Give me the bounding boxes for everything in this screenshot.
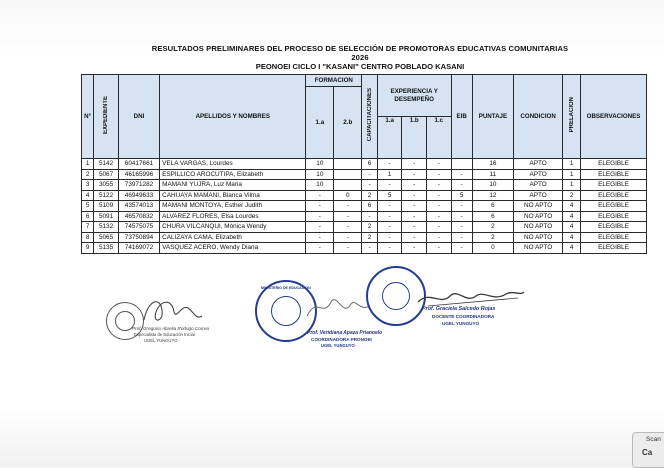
cell-prelacion: 4 — [563, 232, 581, 243]
cell-expediente: 3055 — [94, 180, 119, 191]
cell-eib: - — [451, 180, 472, 191]
cell-dni: 43574013 — [118, 201, 159, 212]
cell-experiencia-1c: - — [426, 190, 451, 201]
cell-puntaje: 6 — [472, 201, 513, 212]
cell-experiencia-1a: - — [377, 211, 402, 222]
cell-dni: 73971282 — [118, 180, 159, 191]
cell-n: 3 — [82, 180, 94, 191]
table-row — [82, 169, 647, 180]
cell-eib: - — [451, 201, 472, 212]
cell-prelacion: 4 — [563, 201, 581, 212]
header-experiencia-1b: 1.b — [402, 117, 427, 159]
cell-dni: 73750894 — [118, 232, 159, 243]
cell-dni: 60417661 — [118, 159, 159, 170]
header-observaciones: OBSERVACIONES — [581, 75, 647, 159]
cell-experiencia-1b: - — [402, 201, 427, 212]
table-row — [82, 211, 647, 222]
right-sign-line2: DOCENTE COORDINADORA — [432, 314, 495, 319]
cell-nombre: VASQUEZ ACERO, Wendy Diana — [160, 243, 306, 254]
cell-experiencia-1a: - — [377, 159, 402, 170]
cell-capacitaciones: 2 — [362, 222, 378, 233]
header-eib: EIB — [451, 75, 472, 159]
cell-expediente: 5135 — [94, 243, 119, 254]
right-sign-line1: Prof. Graciela Salcedo Rojas — [422, 306, 496, 312]
cell-eib: 5 — [451, 190, 472, 201]
cell-experiencia-1b: - — [402, 169, 427, 180]
cell-puntaje: 0 — [472, 243, 513, 254]
cell-experiencia-1b: - — [402, 243, 427, 254]
header-formacion-1a: 1.a — [306, 87, 334, 159]
cell-experiencia-1b: - — [402, 211, 427, 222]
center-sign-line3: UGEL YUNGUYO — [321, 343, 355, 348]
cell-observaciones: ELEGIBLE — [581, 222, 647, 233]
cell-expediente: 5122 — [94, 190, 119, 201]
cell-capacitaciones: 2 — [362, 232, 378, 243]
cell-puntaje: 16 — [472, 159, 513, 170]
cell-capacitaciones: - — [362, 180, 378, 191]
cell-prelacion: 1 — [563, 169, 581, 180]
cell-capacitaciones: - — [362, 211, 378, 222]
header-experiencia-1a: 1.a — [377, 117, 402, 159]
cell-formacion-2b — [334, 169, 362, 180]
cell-n: 5 — [82, 201, 94, 212]
signature-right — [362, 262, 532, 352]
header-dni: DNI — [118, 75, 159, 159]
cell-formacion-1a: 10 — [306, 180, 334, 191]
right-sign-line3: UGEL YUNGUYO — [442, 321, 480, 326]
header-puntaje: PUNTAJE — [472, 75, 513, 159]
header-experiencia-1c: 1.c — [426, 117, 451, 159]
cell-formacion-1a: - — [306, 243, 334, 254]
cell-dni: 74575075 — [118, 222, 159, 233]
header-n: N° — [82, 75, 94, 159]
cell-observaciones: ELEGIBLE — [581, 169, 647, 180]
cell-capacitaciones: - — [362, 169, 378, 180]
cell-dni: 74169072 — [118, 243, 159, 254]
cell-observaciones: ELEGIBLE — [581, 211, 647, 222]
cell-formacion-2b: - — [334, 201, 362, 212]
cell-condicion: APTO — [514, 190, 563, 201]
cell-nombre: MAMANI MONTOYA, Esther Judith — [160, 201, 306, 212]
cell-puntaje: 11 — [472, 169, 513, 180]
document-subtitle: PEONOEI CICLO I "KASANI" CENTRO POBLADO KASANI — [255, 62, 465, 71]
cell-experiencia-1b: - — [402, 190, 427, 201]
cell-eib: - — [451, 169, 472, 180]
cell-formacion-2b: - — [334, 232, 362, 243]
cell-observaciones: ELEGIBLE — [581, 243, 647, 254]
cell-capacitaciones: - — [362, 243, 378, 254]
cell-experiencia-1c: - — [426, 169, 451, 180]
left-sign-line3: UGEL YUNGUYO — [144, 338, 178, 343]
cell-expediente: 5132 — [94, 222, 119, 233]
cell-expediente: 5109 — [94, 201, 119, 212]
cell-formacion-2b: - — [334, 211, 362, 222]
cell-condicion: NO APTO — [514, 201, 563, 212]
cell-capacitaciones: 6 — [362, 159, 378, 170]
scanner-badge-line2: Ca — [642, 448, 653, 457]
cell-formacion-2b: - — [334, 222, 362, 233]
cell-condicion: NO APTO — [514, 222, 563, 233]
cell-dni: 46949633 — [118, 190, 159, 201]
cell-n: 4 — [82, 190, 94, 201]
results-table — [81, 74, 647, 254]
left-sign-line1: Prof. Gregoria Abrelia Rodrigo Correa — [132, 326, 209, 331]
cell-nombre: ALVAREZ FLORES, Elsa Lourdes — [160, 211, 306, 222]
table-row — [82, 243, 647, 254]
cell-condicion: APTO — [514, 169, 563, 180]
cell-puntaje: 10 — [472, 180, 513, 191]
cell-nombre: MAMANI YUJRA, Luz Maria — [160, 180, 306, 191]
header-condicion: CONDICION — [514, 75, 563, 159]
table-row — [82, 159, 647, 170]
center-sign-line1: Prof. Veridiana Apaza Prianoelo — [307, 330, 383, 336]
cell-prelacion: 4 — [563, 211, 581, 222]
cell-puntaje: 12 — [472, 190, 513, 201]
cell-experiencia-1c: - — [426, 232, 451, 243]
cell-eib: - — [451, 222, 472, 233]
header-experiencia: EXPERIENCIA Y DESEMPEÑO — [377, 75, 451, 117]
cell-prelacion: 4 — [563, 243, 581, 254]
cell-condicion: NO APTO — [514, 211, 563, 222]
cell-formacion-1a: 10 — [306, 169, 334, 180]
signature-left — [98, 290, 228, 360]
cell-prelacion: 4 — [563, 222, 581, 233]
cell-formacion-1a: - — [306, 232, 334, 243]
cell-observaciones: ELEGIBLE — [581, 190, 647, 201]
cell-formacion-1a: - — [306, 222, 334, 233]
cell-n: 8 — [82, 232, 94, 243]
cell-observaciones: ELEGIBLE — [581, 159, 647, 170]
cell-expediente: 5091 — [94, 211, 119, 222]
cell-experiencia-1a: 5 — [377, 190, 402, 201]
cell-eib: - — [451, 211, 472, 222]
cell-n: 6 — [82, 211, 94, 222]
cell-formacion-1a: - — [306, 190, 334, 201]
cell-n: 2 — [82, 169, 94, 180]
cell-experiencia-1a: - — [377, 232, 402, 243]
center-seal-text: MINISTERIO DE EDUCACION — [261, 286, 311, 290]
cell-n: 1 — [82, 159, 94, 170]
cell-prelacion: 1 — [563, 159, 581, 170]
cell-experiencia-1c: - — [426, 180, 451, 191]
cell-condicion: APTO — [514, 180, 563, 191]
cell-eib: - — [451, 232, 472, 243]
left-sign-line2: Especialista de Educación Inicial — [134, 332, 195, 337]
cell-nombre: ESPILLICO AROCUTIPA, Elizabeth — [160, 169, 306, 180]
cell-observaciones: ELEGIBLE — [581, 180, 647, 191]
header-capacitaciones: CAPACITACIONES — [362, 75, 378, 159]
cell-formacion-2b — [334, 180, 362, 191]
cell-experiencia-1b: - — [402, 232, 427, 243]
document-title: RESULTADOS PRELIMINARES DEL PROCESO DE SELECCIÓN DE PROMOTORAS EDUCATIVAS COMUNITARIAS 2026 — [151, 44, 569, 62]
cell-capacitaciones: 2 — [362, 190, 378, 201]
cell-capacitaciones: 6 — [362, 201, 378, 212]
cell-experiencia-1a: 1 — [377, 169, 402, 180]
cell-experiencia-1a: - — [377, 243, 402, 254]
cell-puntaje: 2 — [472, 222, 513, 233]
table-row — [82, 180, 647, 191]
right-seal-inner-icon — [382, 282, 410, 310]
cell-prelacion: 1 — [563, 180, 581, 191]
cell-experiencia-1c: - — [426, 211, 451, 222]
cell-nombre: CHURA VILCANQUI, Mónica Wendy — [160, 222, 306, 233]
table-row — [82, 222, 647, 233]
cell-experiencia-1a: - — [377, 180, 402, 191]
cell-experiencia-1a: - — [377, 222, 402, 233]
cell-dni: 46165996 — [118, 169, 159, 180]
cell-condicion: NO APTO — [514, 232, 563, 243]
table-row — [82, 190, 647, 201]
cell-nombre: CALIZAYA CAMA, Elizabeth — [160, 232, 306, 243]
header-formacion-2b: 2.b — [334, 87, 362, 159]
cell-eib — [451, 159, 472, 170]
cell-puntaje: 6 — [472, 211, 513, 222]
cell-nombre: VELA VARGAS, Lourdes — [160, 159, 306, 170]
header-prelacion: PRELACION — [563, 75, 581, 159]
cell-expediente: 5065 — [94, 232, 119, 243]
cell-experiencia-1c: - — [426, 222, 451, 233]
cell-formacion-1a: - — [306, 201, 334, 212]
cell-n: 9 — [82, 243, 94, 254]
center-sign-line2: COORDINADORA PRONOEI — [311, 337, 372, 342]
signature-center — [255, 278, 383, 358]
cell-expediente: 5067 — [94, 169, 119, 180]
cell-prelacion: 2 — [563, 190, 581, 201]
cell-observaciones: ELEGIBLE — [581, 232, 647, 243]
cell-condicion: NO APTO — [514, 243, 563, 254]
cell-observaciones: ELEGIBLE — [581, 201, 647, 212]
cell-puntaje: 2 — [472, 232, 513, 243]
table-row — [82, 232, 647, 243]
cell-experiencia-1b: - — [402, 180, 427, 191]
cell-eib: - — [451, 243, 472, 254]
cell-experiencia-1c: - — [426, 243, 451, 254]
left-handwritten-signature-icon — [138, 290, 208, 330]
cell-formacion-1a: - — [306, 211, 334, 222]
header-formacion: FORMACION — [306, 75, 362, 87]
cell-formacion-1a: 10 — [306, 159, 334, 170]
cell-formacion-2b — [334, 159, 362, 170]
cell-nombre: CAHUAYA MAMANI, Blanca Vilma — [160, 190, 306, 201]
cell-experiencia-1b: - — [402, 159, 427, 170]
header-nombres: APELLIDOS Y NOMBRES — [160, 75, 306, 159]
cell-experiencia-1c: - — [426, 201, 451, 212]
cell-dni: 46570832 — [118, 211, 159, 222]
scanner-badge-line1: Scan — [646, 436, 661, 443]
cell-formacion-2b: - — [334, 243, 362, 254]
table-row — [82, 201, 647, 212]
center-seal-inner-icon — [271, 296, 301, 326]
cell-n: 7 — [82, 222, 94, 233]
header-expediente: EXPEDIENTE — [94, 75, 119, 159]
cell-experiencia-1a: - — [377, 201, 402, 212]
cell-formacion-2b: 0 — [334, 190, 362, 201]
cell-condicion: APTO — [514, 159, 563, 170]
cell-expediente: 5142 — [94, 159, 119, 170]
cell-experiencia-1b: - — [402, 222, 427, 233]
cell-experiencia-1c: - — [426, 159, 451, 170]
